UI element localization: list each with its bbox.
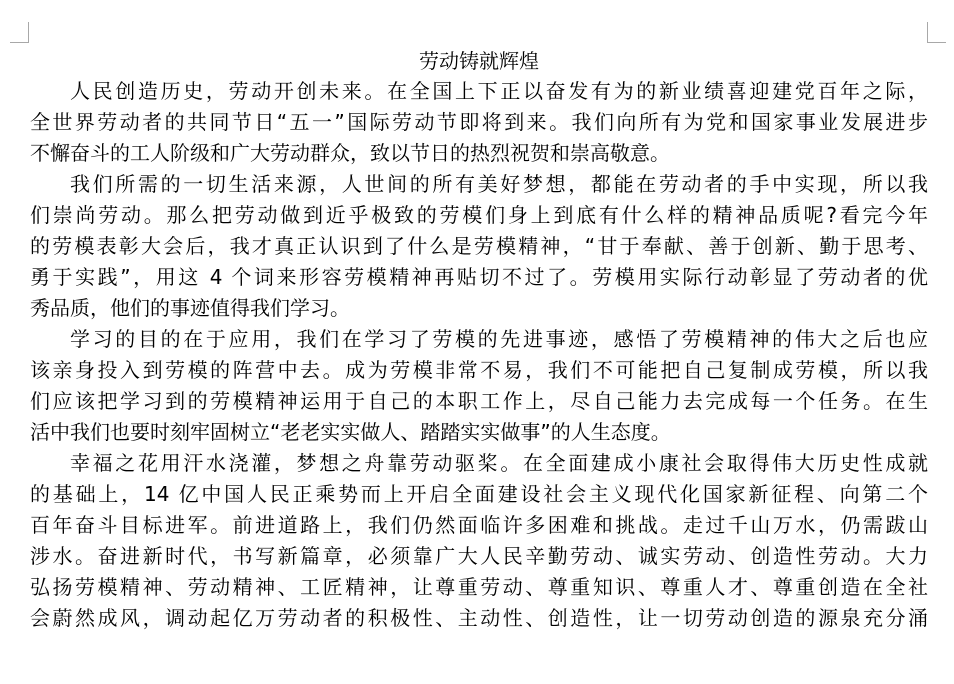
- text-line: 弘扬劳模精神、劳动精神、工匠精神，让尊重劳动、尊重知识、尊重人才、尊重创造在全社: [30, 575, 928, 599]
- text-line: 会蔚然成风，调动起亿万劳动者的积极性、主动性、创造性，让一切劳动创造的源泉充分涌: [30, 606, 928, 630]
- paragraph-4: [30, 448, 928, 634]
- text-line: 百年奋斗目标进军。前进道路上，我们仍然面临许多困难和挑战。走过千山万水，仍需跋山: [30, 513, 928, 537]
- text-line: 我们所需的一切生活来源，人世间的所有美好梦想，都能在劳动者的手中实现，所以我: [70, 172, 928, 196]
- text-line: 勇于实践”，用这 4 个词来形容劳模精神再贴切不过了。劳模用实际行动彰显了劳动者的优: [30, 265, 928, 289]
- text-line: 涉水。奋进新时代，书写新篇章，必须靠广大人民辛勤劳动、诚实劳动、创造性劳动。大力: [30, 544, 928, 568]
- text-line: 人民创造历史，劳动开创未来。在全国上下正以奋发有为的新业绩喜迎建党百年之际，: [70, 79, 928, 103]
- text-line: 活中我们也要时刻牢固树立“老老实实做人、踏踏实实做事”的人生态度。: [30, 420, 671, 444]
- document-title: 劳动铸就辉煌: [419, 49, 539, 73]
- text-line: 学习的目的在于应用，我们在学习了劳模的先进事迹，感悟了劳模精神的伟大之后也应: [70, 327, 928, 351]
- paragraph-1: [30, 76, 928, 169]
- text-line: 们崇尚劳动。那么把劳动做到近乎极致的劳模们身上到底有什么样的精神品质呢?看完今年: [30, 203, 928, 227]
- text-line: 的劳模表彰大会后，我才真正认识到了什么是劳模精神，“甘于奉献、善于创新、勤于思考、: [30, 234, 928, 258]
- text-line: 全世界劳动者的共同节日“五一”国际劳动节即将到来。我们向所有为党和国家事业发展进步: [30, 110, 928, 134]
- text-line: 不懈奋斗的工人阶级和广大劳动群众，致以节日的热烈祝贺和崇高敬意。: [30, 141, 670, 165]
- text-line: 的基础上，14 亿中国人民正乘势而上开启全面建设社会主义现代化国家新征程、向第二个: [30, 482, 928, 506]
- text-line: 秀品质，他们的事迹值得我们学习。: [30, 296, 350, 320]
- top-left-margin-mark: [10, 22, 29, 43]
- text-line: 们应该把学习到的劳模精神运用于自己的本职工作上，尽自己能力去完成每一个任务。在生: [30, 389, 928, 413]
- document-body[interactable]: [30, 46, 928, 634]
- top-right-margin-mark: [927, 22, 946, 43]
- paragraph-2: [30, 169, 928, 324]
- text-line: 该亲身投入到劳模的阵营中去。成为劳模非常不易，我们不可能把自己复制成劳模，所以我: [30, 358, 928, 382]
- text-line: 幸福之花用汗水浇灌，梦想之舟靠劳动驱桨。在全面建成小康社会取得伟大历史性成就: [70, 451, 928, 475]
- paragraph-3: [30, 324, 928, 448]
